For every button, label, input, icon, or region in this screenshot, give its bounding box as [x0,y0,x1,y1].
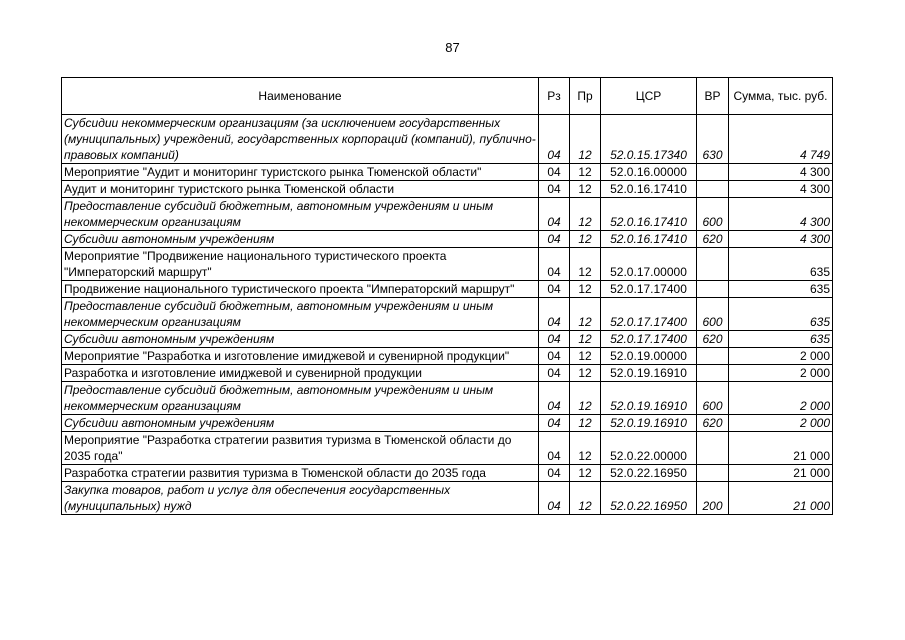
cell-name: Разработка и изготовление имиджевой и сувенирной продукции [62,365,539,382]
cell-pr: 12 [570,298,601,331]
table-row [62,382,833,415]
header-name: Наименование [62,78,539,115]
cell-name: Субсидии автономным учреждениям [62,415,539,432]
cell-rz: 04 [539,348,570,365]
cell-name: Предоставление субсидий бюджетным, автономным учреждениям и иным некоммерческим организациям [62,198,539,231]
table-row [62,115,833,164]
cell-pr: 12 [570,382,601,415]
cell-pr: 12 [570,115,601,164]
cell-name: Продвижение национального туристического проекта "Императорский маршрут" [62,281,539,298]
cell-sum: 21 000 [729,432,833,465]
cell-vr: 620 [697,231,729,248]
cell-sum: 2 000 [729,365,833,382]
cell-pr: 12 [570,415,601,432]
cell-vr: 620 [697,331,729,348]
table-row [62,164,833,181]
cell-name: Предоставление субсидий бюджетным, автономным учреждениям и иным некоммерческим организациям [62,382,539,415]
cell-sum: 4 300 [729,164,833,181]
cell-rz: 04 [539,415,570,432]
cell-rz: 04 [539,365,570,382]
cell-csr: 52.0.19.00000 [601,348,697,365]
cell-rz: 04 [539,248,570,281]
cell-csr: 52.0.19.16910 [601,365,697,382]
table-header-row [62,78,833,115]
cell-sum: 635 [729,281,833,298]
cell-rz: 04 [539,382,570,415]
cell-rz: 04 [539,198,570,231]
table-row [62,365,833,382]
cell-vr [697,281,729,298]
cell-vr [697,365,729,382]
cell-pr: 12 [570,465,601,482]
cell-name: Мероприятие "Продвижение национального туристического проекта "Императорский маршрут" [62,248,539,281]
cell-rz: 04 [539,231,570,248]
cell-pr: 12 [570,198,601,231]
table-row [62,298,833,331]
cell-pr: 12 [570,365,601,382]
cell-name: Мероприятие "Разработка стратегии развития туризма в Тюменской области до 2035 года" [62,432,539,465]
table-row [62,181,833,198]
table-row [62,331,833,348]
cell-vr: 600 [697,382,729,415]
cell-csr: 52.0.16.17410 [601,231,697,248]
cell-sum: 4 300 [729,181,833,198]
cell-rz: 04 [539,281,570,298]
cell-vr: 630 [697,115,729,164]
cell-pr: 12 [570,181,601,198]
cell-vr [697,432,729,465]
cell-pr: 12 [570,331,601,348]
cell-name: Субсидии автономным учреждениям [62,231,539,248]
cell-pr: 12 [570,482,601,515]
cell-name: Предоставление субсидий бюджетным, автономным учреждениям и иным некоммерческим организациям [62,298,539,331]
table-row [62,231,833,248]
cell-sum: 4 300 [729,231,833,248]
table-row [62,432,833,465]
cell-sum: 4 749 [729,115,833,164]
cell-sum: 635 [729,331,833,348]
table-row [62,248,833,281]
header-csr: ЦСР [601,78,697,115]
cell-rz: 04 [539,465,570,482]
cell-rz: 04 [539,115,570,164]
cell-rz: 04 [539,331,570,348]
table-row [62,482,833,515]
cell-vr: 200 [697,482,729,515]
cell-sum: 635 [729,248,833,281]
budget-table [61,77,833,515]
header-pr: Пр [570,78,601,115]
table-row [62,348,833,365]
cell-pr: 12 [570,348,601,365]
cell-csr: 52.0.15.17340 [601,115,697,164]
cell-rz: 04 [539,432,570,465]
cell-vr [697,248,729,281]
cell-name: Мероприятие "Разработка и изготовление имиджевой и сувенирной продукции" [62,348,539,365]
cell-vr: 620 [697,415,729,432]
cell-csr: 52.0.19.16910 [601,415,697,432]
cell-rz: 04 [539,181,570,198]
cell-pr: 12 [570,164,601,181]
cell-vr: 600 [697,298,729,331]
header-rz: Рз [539,78,570,115]
cell-pr: 12 [570,248,601,281]
table-row [62,465,833,482]
cell-vr [697,181,729,198]
cell-rz: 04 [539,164,570,181]
cell-name: Разработка стратегии развития туризма в Тюменской области до 2035 года [62,465,539,482]
cell-csr: 52.0.22.16950 [601,482,697,515]
cell-csr: 52.0.17.17400 [601,331,697,348]
cell-rz: 04 [539,482,570,515]
cell-sum: 2 000 [729,415,833,432]
header-vr: ВР [697,78,729,115]
cell-vr [697,348,729,365]
table-row [62,415,833,432]
cell-name: Аудит и мониторинг туристского рынка Тюменской области [62,181,539,198]
cell-csr: 52.0.19.16910 [601,382,697,415]
cell-sum: 2 000 [729,348,833,365]
cell-vr [697,465,729,482]
cell-csr: 52.0.17.00000 [601,248,697,281]
cell-pr: 12 [570,281,601,298]
cell-csr: 52.0.16.00000 [601,164,697,181]
table-row [62,281,833,298]
cell-vr: 600 [697,198,729,231]
page-number: 87 [445,40,460,55]
cell-name: Субсидии некоммерческим организациям (за исключением государственных (муниципальных) учреждений, государственных корпораций (компаний), публично-правовых компаний) [62,115,539,164]
header-sum: Сумма, тыс. руб. [729,78,833,115]
cell-sum: 2 000 [729,382,833,415]
table-row [62,198,833,231]
cell-sum: 4 300 [729,198,833,231]
cell-csr: 52.0.17.17400 [601,298,697,331]
cell-csr: 52.0.22.00000 [601,432,697,465]
table-body [62,115,833,515]
cell-csr: 52.0.17.17400 [601,281,697,298]
cell-pr: 12 [570,231,601,248]
cell-pr: 12 [570,432,601,465]
cell-csr: 52.0.22.16950 [601,465,697,482]
cell-sum: 21 000 [729,482,833,515]
cell-csr: 52.0.16.17410 [601,198,697,231]
cell-rz: 04 [539,298,570,331]
cell-sum: 21 000 [729,465,833,482]
cell-csr: 52.0.16.17410 [601,181,697,198]
cell-name: Субсидии автономным учреждениям [62,331,539,348]
cell-sum: 635 [729,298,833,331]
cell-name: Закупка товаров, работ и услуг для обеспечения государственных (муниципальных) нужд [62,482,539,515]
cell-vr [697,164,729,181]
cell-name: Мероприятие "Аудит и мониторинг туристского рынка Тюменской области" [62,164,539,181]
